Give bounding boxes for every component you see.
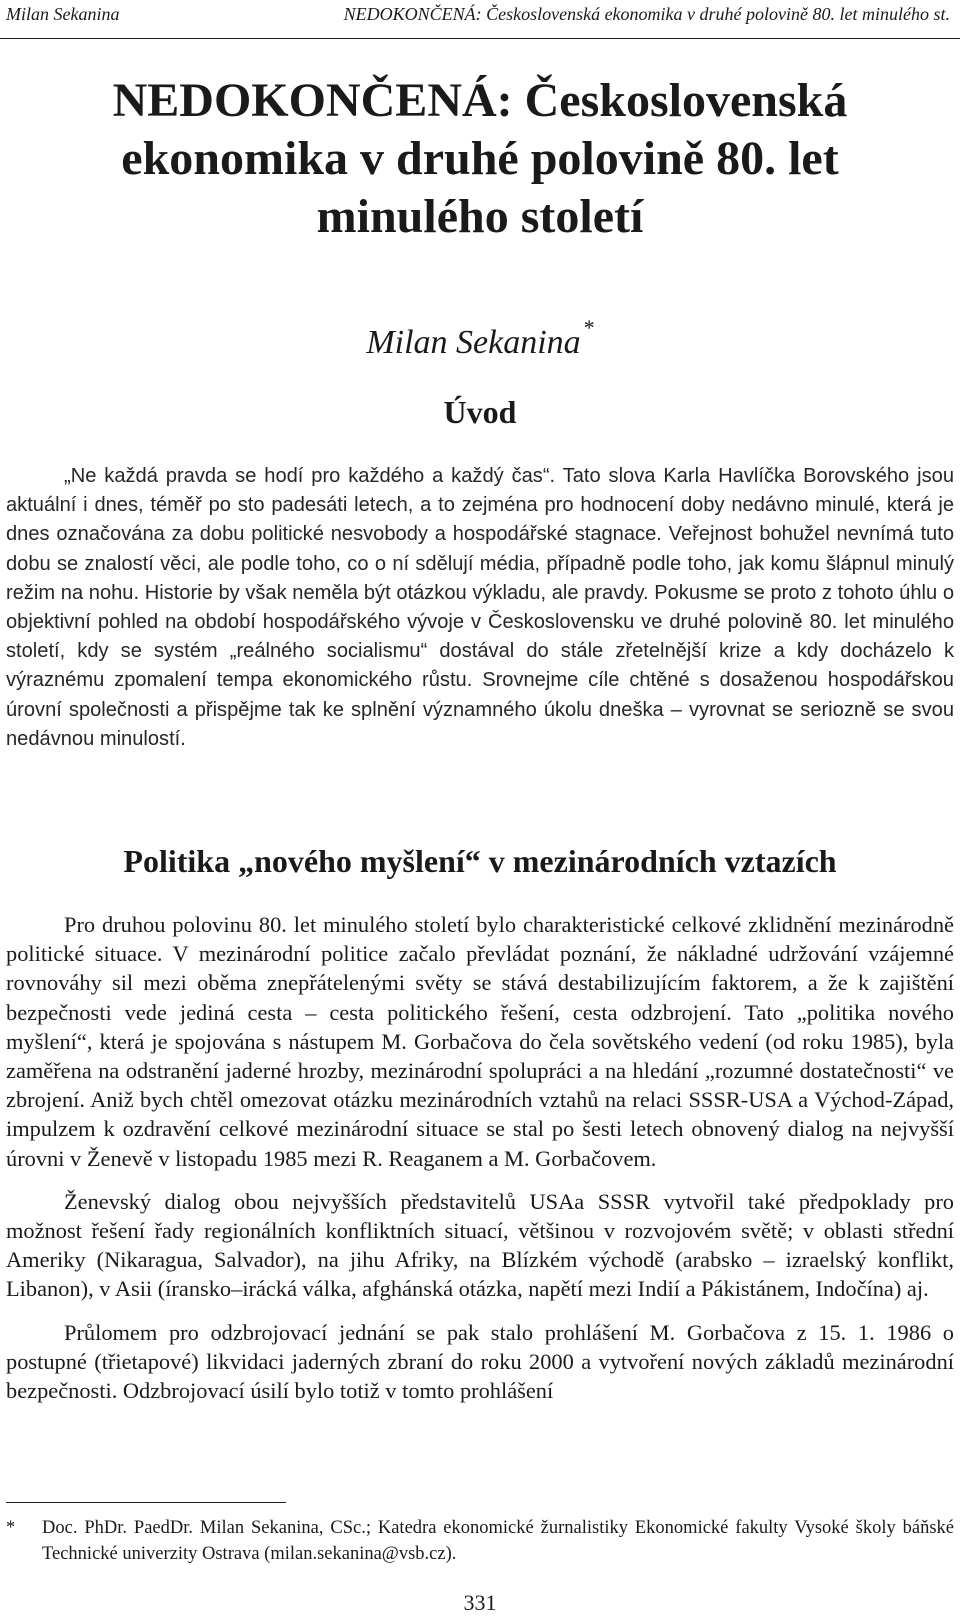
- intro-paragraph: „Ne každá pravda se hodí pro každého a každý čas“. Tato slova Karla Havlíčka Borovského jsou aktuální i dnes, téměř po sto padesáti letech, a to zejména pro hodnocení doby nedávno minulé, která je dnes označována za dobu politické nesvobody a hospodářské stagnace. Veřejnost bohužel nevnímá tuto dobu se znalostí věci, ale podle toho, co o ní sdělují média, případně podle toho, jak komu šlápnul minulý režim na nohu. Historie by však neměla být otázkou výkladu, ale pravdy. Pokusme se proto z tohoto úhlu o objektivní pohled na období hospodářského vývoje v Československu ve druhé polovině 80. let minulého století, kdy se systém „reálného socialismu“ dostával do stále zřetelnější krize a kdy docházelo k výraznému zpomalení tempa ekonomického růstu. Srovnejme cíle chtěné s dosaženou hospodářskou úrovní společnosti a přispějme tak ke splnění významného úkolu dneška – vyrovnat se seriozně se svou nedávnou minulostí.: [6, 465, 954, 750]
- intro-section: [6, 462, 954, 754]
- section-heading-politics: Politika „nového myšlení“ v mezinárodních vztazích: [123, 843, 837, 879]
- footnote-mark: *: [6, 1518, 16, 1538]
- author-name: Milan Sekanina: [366, 324, 581, 361]
- running-head: [6, 4, 950, 25]
- footnote-text: Doc. PhDr. PaedDr. Milan Sekanina, CSc.; Katedra ekonomické žurnalistiky Ekonomické fakulty Vysoké školy báňské Technické univerzity Ostrava (milan.sekanina@vsb.cz).: [42, 1518, 954, 1564]
- politics-paragraph-3: Průlomem pro odzbrojovací jednání se pak stalo prohlášení M. Gorbačova z 15. 1. 1986 o postupné (třietapové) likvidaci jaderných zbraní do roku 2000 a vytvoření nových základů mezinárodní bezpečnosti. Odzbrojovací úsilí bylo totiž v tomto prohlášení: [6, 1319, 954, 1404]
- running-head-title: NEDOKONČENÁ: Československá ekonomika v druhé polovině 80. let minulého st.: [343, 4, 950, 24]
- article-author: [0, 308, 960, 363]
- footnote-divider: [6, 1502, 286, 1503]
- article-title: NEDOKONČENÁ: Československá ekonomika v druhé polovině 80. let minulého století: [112, 74, 848, 243]
- politics-paragraph-2: Ženevský dialog obou nejvyšších představitelů USAa SSSR vytvořil také předpoklady pro možnost řešení řady regionálních konfliktních situací, většinou v rozvojovém světě; v oblasti střední Ameriky (Nikaragua, Salvador), na jihu Afriky, na Blízkém východě (arabsko – izraelský konflikt, Libanon), v Asii (íransko–irácká válka, afghánská otázka, napětí mezi Indií a Pákistánem, Indočína) aj.: [6, 1188, 954, 1302]
- running-head-author: Milan Sekanina: [6, 4, 120, 24]
- author-footnote-mark[interactable]: *: [582, 315, 594, 340]
- header-divider: [0, 38, 960, 39]
- footnote: [6, 1515, 954, 1567]
- politics-paragraph-1: Pro druhou polovinu 80. let minulého století bylo charakteristické celkové zklidnění mezinárodně politické situace. V mezinárodní politice začalo převládat poznání, že nákladné udržování vzájemné rovnováhy sil mezi oběma znepřátelenými světy se stává destabilizujícím faktorem, a že k zajištění bezpečnosti vede jediná cesta – cesta politického řešení, cesta odzbrojení. Tato „politika nového myšlení“, která je spojována s nástupem M. Gorbačova do čela sovětského vedení (od roku 1985), byla zaměřena na odstranění jaderné hrozby, mezinárodní spolupráci a na hledání „rozumné dostatečnosti“ ve zbrojení. Aniž bych chtěl omezovat otázku mezinárodních vztahů na relaci SSSR-USA a Východ-Západ, impulzem k ozdravění celkové mezinárodní situace se stal po šesti letech obnovený dialog na nejvyšší úrovni v Ženevě v listopadu 1985 mezi R. Reaganem a M. Gorbačovem.: [6, 912, 954, 1171]
- politics-section: [6, 910, 954, 1405]
- section-heading-intro: Úvod: [443, 394, 517, 430]
- page-number: 331: [463, 1590, 497, 1615]
